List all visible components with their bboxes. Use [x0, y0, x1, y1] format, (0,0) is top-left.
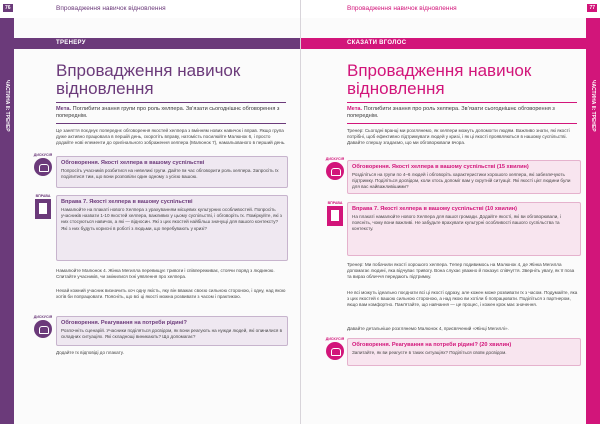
right-box3-text: Запитайте, як ви реагуєте в таких ситуаціях? Поділіться своїм досвідом. — [352, 350, 507, 355]
left-box1-title: Обговорення. Якості хелпера в вашому суспільстві — [61, 160, 205, 166]
left-box2-title: Вправа 7. Якості хелпера в вашому суспільстві — [61, 199, 193, 205]
left-exercise-box — [56, 195, 288, 261]
right-page-number: 77 — [589, 5, 595, 11]
left-goal-label: Мета. — [56, 106, 72, 112]
left-box3-text: Розпочніть сценарій. Учасники поділяться досвідом, як вони реагують на нужди людей, які опинилися в складних ситуаціях. Які складнощі виникають? Що допомагає? — [61, 328, 283, 340]
left-box1-icon-label: ДИСКУСІЯ — [33, 153, 53, 157]
right-footer-text: Давайте детальніше розглянемо Малюнок 4, присвячений «Жінці Мегиллі». — [347, 326, 509, 331]
right-goal-text: Поглибити знання про роль хелпера. Зв’язати сьогоднішнє обговорення з попереднім. — [347, 106, 555, 119]
left-intro: Це заняття поєднує попереднє обговорення якостей хелпера з вмінням нових навичок і вправ. Якщо група дуже активно працювала в першій день, скоротіть вправу, натомість посилюйте Малюнок 6, і просто додайте нові елементи до оригінального зображення хелпера (Малюнок 7), намальованого в перший день. — [56, 128, 286, 146]
right-section-bar — [301, 38, 600, 49]
exercise-icon — [35, 199, 51, 219]
right-discussion-box-1 — [347, 160, 581, 194]
right-side-tab-label: ЧАСТИНА II: ТРЕНЕР — [590, 80, 596, 132]
left-running-header — [0, 0, 300, 18]
right-box2-text: На плакаті намалюйте нового Хелпера для вашої громади. Додайте якості, які ви обговорювали, і поясніть, чому вони важливі. Не забудьте врахувати культурні особливості вашого суспільства та контексту. — [352, 214, 561, 232]
right-para-1: Тренер: Ми побачили якості хорошого хелпера. Тепер подивимось на Малюнок 4, де Жінка Мегилла допомагає людині, яка відчуває тривогу. Вона слухає уважно й показує співчуття. Зверніть увагу, як її поза та вираз обличчя передають підтримку. — [347, 262, 575, 280]
left-section-label: ТРЕНЕРУ — [56, 40, 86, 46]
discussion-icon — [34, 320, 52, 338]
right-intro: Тренер: Сьогодні вранці ми розглянемо, як хелпери можуть допомогти людям. Важливо знати, які якості потрібні, щоб ефективно підтримувати людей у кризі, і як ці якості проявляються в нашому суспільстві. Давайте спершу згадаємо, що ми обговорювали вчора. — [347, 128, 570, 146]
right-goal — [347, 102, 577, 124]
right-box3-icon-label: ДИСКУСІЯ — [325, 337, 345, 341]
left-box3-title: Обговорення. Реагування на потреби рідині? — [61, 320, 187, 326]
discussion-icon — [326, 342, 344, 360]
right-box1-icon-label: ДИСКУСІЯ — [325, 157, 345, 161]
left-goal-text: Поглибити знання групи про роль хелпера. Зв’язати сьогоднішнє обговорення з попереднім. — [56, 106, 280, 119]
left-section-bar — [0, 38, 300, 49]
left-para-1: Намалюйте Малюнок 4. Жінка Мегилла перевищує тривоги і співпереживає, стоячи поряд з людиною. Спитайте учасників, чи змінилися їхні уявлення про хелпера. — [56, 268, 275, 280]
right-side-tab — [586, 0, 600, 424]
left-page-number: 76 — [5, 5, 11, 11]
right-box2-title: Вправа 7. Якості хелпера в вашому суспільстві (10 хвилин) — [352, 206, 518, 212]
left-discussion-box-2 — [56, 316, 288, 346]
right-header-title: Впровадження навичок відновлення — [347, 5, 457, 12]
left-header-title: Впровадження навичок відновлення — [56, 5, 166, 12]
left-footer-text: Додайте їх відповіді до плакату. — [56, 350, 124, 355]
discussion-icon — [326, 162, 344, 180]
left-side-tab-label: ЧАСТИНА II: ТРЕНЕР — [4, 80, 10, 132]
right-page-title: Впровадження навичок відновлення — [347, 61, 532, 98]
right-page — [300, 0, 600, 424]
left-para-2: Нехай кожний учасник визначить хоч одну якість, яку він вважає своєю сильною стороною, і одну, над якою хотів би попрацювати. Поясніть, що всі ці якості можна розвивати з часом і практикою. — [56, 288, 286, 300]
right-para-2: Не всі можуть ідеально поєднати всі ці якості одразу, але кожен може розвивати їх з часом. Подумайте, яка з цих якостей є вашою сильною стороною, а над якою ви хотіли б попрацювати. Поділіться з партнером, якщо вам комфортно. Пам’ятайте, що навчання — це процес, і кожен крок має значення. — [347, 290, 578, 308]
left-goal — [56, 102, 286, 124]
left-box2-text: Намалюйте на плакаті нового Хелпера з урахуванням місцевих культурних особливостей. Попросіть учасників назвати 1-10 якостей хелпера, важливих у цьому суспільстві, і обговоріть їх. Поміркуйте, які з них стосуються навичок, а які — відносин. Які з цих якостей найбільш значущі для вашого контексту? Які з них будуть корисні в роботі з людьми, що перебувають у кризі? — [61, 207, 282, 231]
right-box2-icon-label: ВПРАВА — [327, 201, 343, 205]
right-running-header — [301, 0, 600, 18]
right-box3-title: Обговорення. Реагування на потреби рідині? (20 хвилин) — [352, 342, 512, 348]
left-box3-icon-label: ДИСКУСІЯ — [33, 315, 53, 319]
left-box1-text: Попросіть учасників розбитися на невеликі групи. Дайте їм час обговорити роль хелпера. Запросіть їх поділитися тим, що вони розповіли один одному з усією вашою. — [61, 168, 279, 180]
left-box2-icon-label: ВПРАВА — [35, 194, 51, 198]
right-box1-title: Обговорення. Якості хелпера в вашому суспільстві (15 хвилин) — [352, 164, 529, 170]
right-box1-text: Розділіться на групи по 4–6 людей і обговоріть характеристики хорошого хелпера, які забезпечують підтримку. Поділіться досвідом, коли хтось допоміг вам у скрутній ситуації. Які якості цієї людини були для вас найважливішими? — [352, 172, 571, 190]
left-side-tab — [0, 0, 14, 424]
right-discussion-box-2 — [347, 338, 581, 366]
exercise-icon — [327, 206, 343, 226]
left-discussion-box-1 — [56, 156, 288, 188]
right-section-label: СКАЗАТИ ВГОЛОС — [347, 40, 407, 46]
discussion-icon — [34, 158, 52, 176]
left-page-title: Впровадження навичок відновлення — [56, 61, 241, 98]
right-exercise-box — [347, 202, 581, 256]
right-goal-label: Мета. — [347, 106, 363, 112]
